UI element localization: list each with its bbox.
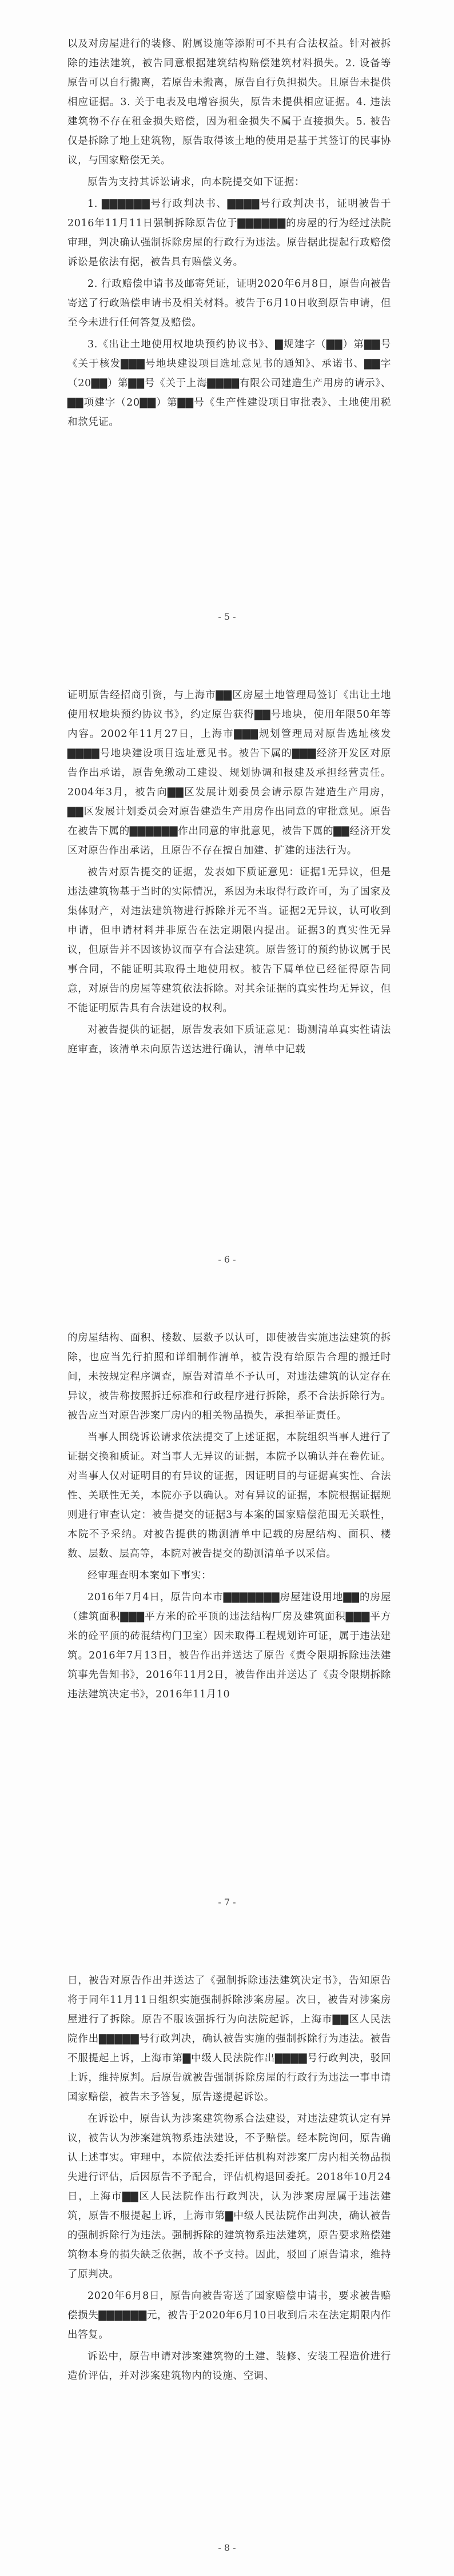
page-number: - 8 - — [218, 2542, 236, 2553]
document-page — [0, 1294, 454, 1937]
paragraph: 经审理查明本案如下事实： — [87, 1570, 212, 1581]
document-page — [0, 651, 454, 1294]
paragraph: 日，被告对原告作出并送达了《强制拆除违法建筑决定书》，告知原告将于同年11月11日组织实施强制拆除涉案房屋。次日，被告对涉案房屋进行了拆除。原告不服该强拆行为向法院起诉，上海市▇▇区人民法院作出▇▇▇▇▇号行政判决，确认被告实施的强制拆除行为违法。被告不服提起上诉，上海市第▇中级人民法院作出▇▇▇▇号行政判决，驳回上诉，维持原判。后原告就被告强制拆除房屋的行政行为违法一事申请国家赔偿，被告未予答复，原告遂提起诉讼。 — [67, 1975, 391, 2103]
document-page — [0, 0, 454, 651]
paragraph: 2. 行政赔偿申请书及邮寄凭证，证明2020年6月8日，原告向被告寄送了行政赔偿申请书及相关材料。被告于6月10日收到原告申请，但至今未进行任何答复及赔偿。 — [67, 278, 391, 328]
paragraph: 当事人围绕诉讼请求依法提交了上述证据，本院组织当事人进行了证据交换和质证。对当事人无异议的证据，本院予以确认并在卷佐证。对当事人仅对证明目的有异议的证据，因证明目的与证据真实性、合法性、关联性无关，本院亦予以确认。对有异议的证据，本院根据证据规则进行审查认定：被告提交的证据3与本案的国家赔偿范围无关联性，本院不予采纳。对被告提供的勘测清单中记载的房屋结构、面积、楼数、层数、层高等，本院对被告提交的勘测清单予以采信。 — [67, 1432, 391, 1560]
paragraph: 诉讼中，原告申请对涉案建筑物的土建、装修、安装工程造价进行造价评估，并对涉案建筑物内的设施、空调、 — [67, 2351, 391, 2382]
page-number: - 5 - — [218, 611, 236, 622]
document-page — [0, 1937, 454, 2576]
paragraph: 原告为支持其诉讼请求，向本院提交如下证据： — [87, 177, 305, 188]
page-body — [67, 34, 391, 432]
paragraph: 2016年7月4日，原告向本市▇▇▇▇▇▇▇房屋建设用地▇▇的房屋（建筑面积▇▇▇平方米的砼平顶的违法结构厂房及建筑面积▇▇▇平方米的砼平顶的砖混结构门卫室）因未取得工程规划许可证，属于违法建筑。2016年7月13日，被告作出并送达了原告《责令限期拆除违法建筑事先告知书》，2016年11月2日，被告作出并送达了《责令限期拆除违法建筑决定书》，2016年11月10 — [67, 1592, 391, 1700]
page-number: - 7 - — [218, 1897, 236, 1908]
paragraph: 的房屋结构、面积、楼数、层数予以认可，即使被告实施违法建筑的拆除，也应当先行拍照和详细制作清单，被告没有给原告合理的搬迁时间，未按规定程序调查，原告对清单不予认可，对违法建筑的认定存在异议，被告称按照拆迁标准和行政程序进行拆除，系不合法拆除行为。被告应当对原告涉案厂房内的相关物品损失，承担举证责任。 — [67, 1332, 391, 1421]
page-body — [67, 1328, 391, 1704]
paragraph: 被告对原告提交的证据，发表如下质证意见：证据1无异议，但是违法建筑物基于当时的实际情况，系因为未取得行政许可，为了国家及集体财产，对违法建筑物进行拆除并无不当。证据2无异议，认可收到申请，但申请材料并非原告在法定期限内提出。证据3的真实性无异议，但原告并不因该协议而享有合法建筑。原告签订的预约协议属于民事合同，不能证明其取得土地使用权。被告下属单位已经征得原告同意，对原告的房屋等建筑依法拆除。对其余证据的真实性均无异议，但不能证明原告具有合法建设的权利。 — [67, 867, 391, 1014]
page-body — [67, 686, 391, 1059]
paragraph: 2020年6月8日，原告向被告寄送了国家赔偿申请书，要求被告赔偿损失▇▇▇▇▇▇元，被告于2020年6月10日收到后未在法定期限内作出答复。 — [67, 2290, 391, 2341]
page-body — [67, 1971, 391, 2386]
paragraph: 1. ▇▇▇▇▇▇号行政判决书、▇▇▇▇号行政判决书，证明被告于2016年11月11日强制拆除原告位于▇▇▇▇▇▇的房屋的行为经过法院审理，判决确认强制拆除房屋的行政行为违法。原告据此提起行政赔偿诉讼是依法有据，被告具有赔偿义务。 — [67, 198, 391, 268]
paragraph: 以及对房屋进行的装修、附属设施等添附可不具有合法权益。针对被拆除的违法建筑，被告同意根据建筑结构赔偿建筑材料损失。2. 设备等原告可以自行搬离，若原告未搬离，原告自行负担损失。且原告未提供相应证据。3. 关于电表及电增容损失，原告未提供相应证据。4. 违法建筑物不存在租金损失赔偿，因为租金损失不属于直接损失。5. 被告仅是拆除了地上建筑物，原告取得该土地的使用是基于其签订的民事协议，与国家赔偿无关。 — [67, 38, 391, 166]
paragraph: 证明原告经招商引资，与上海市▇▇区房屋土地管理局签订《出让土地使用权地块预约协议书》，约定原告获得▇▇号地块，使用年限50年等内容。2002年11月27日，上海市▇▇▇规划管理局对原告选址核发▇▇▇▇号地块建设项目选址意见书。被告下属的▇▇▇经济开发区对原告作出承诺，原告免缴动工建设、规划协调和报建及承担经营责任。2004年3月，被告向▇▇区发展计划委员会请示原告建造生产用房，▇▇区发展计划委员会对原告建造生产用房作出同意的审批意见。原告在被告下属的▇▇▇▇▇▇作出同意的审批意见，被告下属的▇▇经济开发区对原告作出承诺，且原告不存在擅自加建、扩建的违法行为。 — [67, 690, 391, 856]
paragraph: 3.《出让土地使用权地块预约协议书》、▇规建字（▇▇）第▇▇号《关于核发▇▇▇号地块建设项目选址意见书的通知》、承诺书、▇▇字（20▇▇）第▇▇号《关于上海▇▇▇▇有限公司建造生产用房的请示》、▇▇项建字（20▇▇）第▇▇号《生产性建设项目审批表》、土地使用税和款凭证。 — [67, 339, 391, 428]
page-number: - 6 - — [218, 1254, 236, 1265]
paragraph: 对被告提供的证据，原告发表如下质证意见：勘测清单真实性请法庭审查，该清单未向原告送达进行确认，清单中记载 — [67, 1024, 391, 1055]
paragraph: 在诉讼中，原告认为涉案建筑物系合法建设，对违法建筑认定有异议，被告认为涉案建筑物系违法建设，不予赔偿。经本院询问，原告确认上述事实。审理中，本院依法委托评估机构对涉案厂房内相关物品损失进行评估，后因原告不予配合，评估机构退回委托。2018年10月24日，上海市▇▇区人民法院作出行政判决，认为涉案房屋属于违法建筑，原告不服提起上诉，上海市第▇中级人民法院作出判决，确认被告的强制拆除行为违法。强制拆除的建筑物系违法建筑，原告要求赔偿建筑物本身的损失缺乏依据，故不予支持。因此，驳回了原告请求，维持了原判决。 — [67, 2113, 391, 2280]
